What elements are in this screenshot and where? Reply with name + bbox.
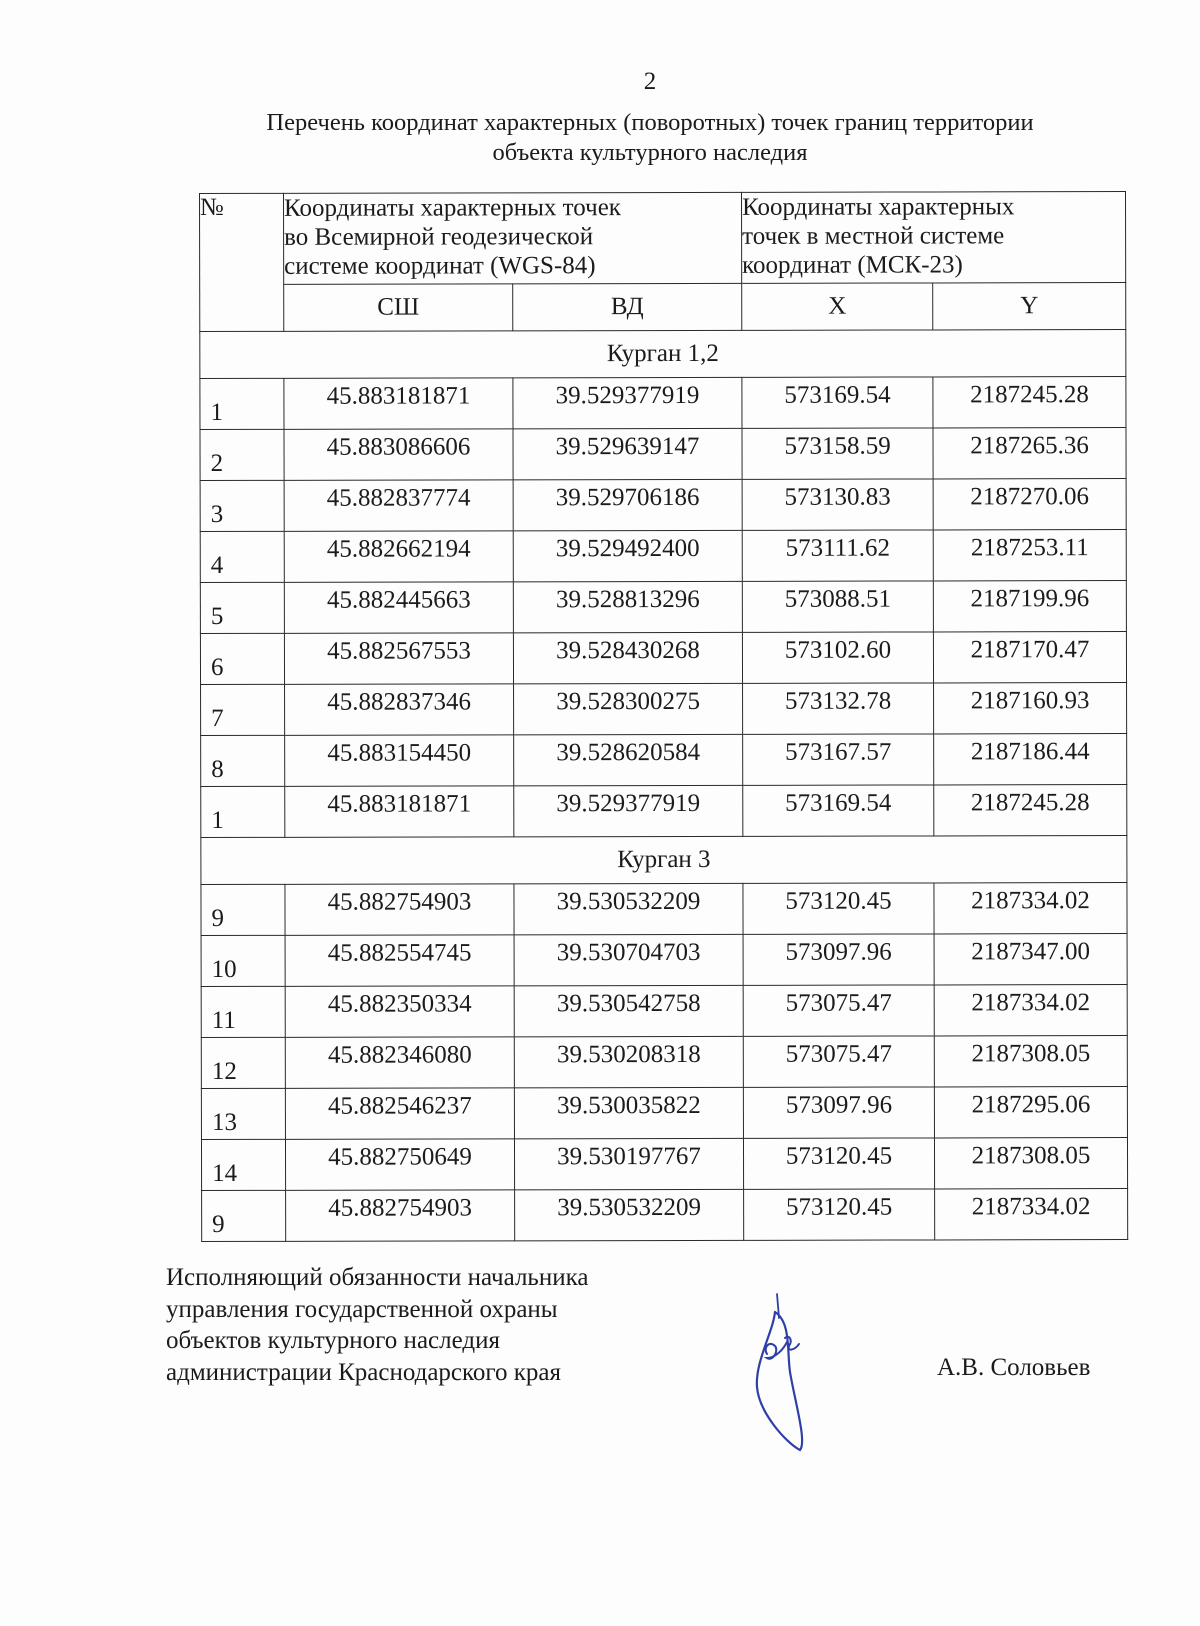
longitude-cell: 39.530704703 xyxy=(514,934,743,985)
longitude-cell: 39.529639147 xyxy=(513,428,742,479)
point-number-cell: 9 xyxy=(201,884,285,935)
x-coordinate-cell: 573075.47 xyxy=(743,1036,934,1087)
table-row xyxy=(200,377,1126,430)
y-coordinate-cell: 2187245.28 xyxy=(933,377,1126,428)
y-coordinate-cell: 2187347.00 xyxy=(934,934,1127,985)
table-row xyxy=(200,428,1126,481)
point-number-cell: 10 xyxy=(201,935,285,986)
latitude-cell: 45.882445663 xyxy=(284,582,513,633)
point-number-cell: 6 xyxy=(200,633,284,684)
point-number-cell: 5 xyxy=(200,582,284,633)
y-coordinate-cell: 2187170.47 xyxy=(933,632,1126,683)
table-row xyxy=(201,683,1127,736)
table-row xyxy=(201,1036,1127,1089)
latitude-cell: 45.882662194 xyxy=(284,531,513,582)
y-coordinate-cell: 2187253.11 xyxy=(933,530,1126,581)
point-number-cell: 11 xyxy=(201,986,285,1037)
x-coordinate-cell: 573130.83 xyxy=(742,479,933,530)
x-coordinate-cell: 573088.51 xyxy=(742,581,933,632)
longitude-cell: 39.528300275 xyxy=(514,683,743,734)
header-wgs84-line: Координаты характерных точек xyxy=(284,194,621,222)
table-row xyxy=(201,785,1127,838)
table-row xyxy=(200,479,1126,532)
point-number-cell: 7 xyxy=(201,684,285,735)
point-number-cell: 8 xyxy=(201,735,285,786)
latitude-cell: 45.882346080 xyxy=(285,1037,514,1088)
header-wgs84-line: системе координат (WGS-84) xyxy=(284,252,596,280)
header-x: X xyxy=(742,283,933,330)
point-number-cell: 14 xyxy=(201,1139,285,1190)
signer-name: А.В. Соловьев xyxy=(937,1354,1091,1381)
point-number-cell: 3 xyxy=(200,480,284,531)
longitude-cell: 39.530035822 xyxy=(514,1087,743,1138)
longitude-cell: 39.530532209 xyxy=(515,1189,744,1240)
table-row xyxy=(201,985,1127,1038)
signatory-position xyxy=(166,1262,588,1388)
latitude-cell: 45.882554745 xyxy=(285,935,514,986)
header-number: № xyxy=(200,193,284,331)
signatory-line: администрации Краснодарского края xyxy=(166,1358,562,1386)
signatory-line: объектов культурного наследия xyxy=(166,1327,500,1354)
header-wgs84-group xyxy=(284,192,742,284)
header-msk23-line: точек в местной системе xyxy=(742,222,1005,250)
document-title xyxy=(150,108,1150,168)
page-number: 2 xyxy=(643,68,657,95)
title-line-2: объекта культурного наследия xyxy=(492,139,808,166)
header-msk23-line: Координаты характерных xyxy=(742,193,1015,221)
table-row xyxy=(200,581,1126,634)
latitude-cell: 45.883086606 xyxy=(284,429,513,480)
table-row xyxy=(201,734,1127,787)
header-wgs84-line: во Всемирной геодезической xyxy=(284,223,594,251)
y-coordinate-cell: 2187265.36 xyxy=(933,428,1126,479)
point-number-cell: 4 xyxy=(200,531,284,582)
longitude-cell: 39.530197767 xyxy=(514,1138,743,1189)
coordinates-table xyxy=(199,191,1128,1242)
x-coordinate-cell: 573167.57 xyxy=(743,734,934,785)
x-coordinate-cell: 573102.60 xyxy=(742,632,933,683)
x-coordinate-cell: 573097.96 xyxy=(743,1087,934,1138)
longitude-cell: 39.529377919 xyxy=(513,377,742,428)
table-row xyxy=(201,934,1127,987)
title-line-1: Перечень координат характерных (поворотных) точек границ территории xyxy=(266,109,1034,136)
y-coordinate-cell: 2187295.06 xyxy=(934,1087,1127,1138)
header-longitude: ВД xyxy=(513,283,742,330)
y-coordinate-cell: 2187160.93 xyxy=(934,683,1127,734)
y-coordinate-cell: 2187334.02 xyxy=(934,985,1127,1036)
latitude-cell: 45.882350334 xyxy=(285,986,514,1037)
latitude-cell: 45.882546237 xyxy=(285,1088,514,1139)
x-coordinate-cell: 573120.45 xyxy=(743,883,934,934)
longitude-cell: 39.529492400 xyxy=(513,530,742,581)
longitude-cell: 39.528430268 xyxy=(513,632,742,683)
point-number-cell: 1 xyxy=(201,786,285,837)
y-coordinate-cell: 2187334.02 xyxy=(934,883,1127,934)
header-msk23-line: координат (МСК-23) xyxy=(742,251,963,279)
x-coordinate-cell: 573075.47 xyxy=(743,985,934,1036)
table-row xyxy=(200,530,1126,583)
section-row xyxy=(200,330,1126,379)
y-coordinate-cell: 2187199.96 xyxy=(933,581,1126,632)
section-title: Курган 1,2 xyxy=(200,330,1126,379)
longitude-cell: 39.528813296 xyxy=(513,581,742,632)
y-coordinate-cell: 2187186.44 xyxy=(934,734,1127,785)
latitude-cell: 45.883154450 xyxy=(285,735,514,786)
header-latitude: СШ xyxy=(284,284,513,331)
table-row xyxy=(201,883,1127,936)
handwritten-signature xyxy=(745,1292,835,1452)
longitude-cell: 39.530532209 xyxy=(514,883,743,934)
y-coordinate-cell: 2187245.28 xyxy=(934,785,1127,836)
longitude-cell: 39.529706186 xyxy=(513,479,742,530)
x-coordinate-cell: 573132.78 xyxy=(743,683,934,734)
x-coordinate-cell: 573097.96 xyxy=(743,934,934,985)
point-number-cell: 9 xyxy=(202,1190,286,1241)
x-coordinate-cell: 573111.62 xyxy=(742,530,933,581)
latitude-cell: 45.882837774 xyxy=(284,480,513,531)
section-row xyxy=(201,836,1127,885)
x-coordinate-cell: 573158.59 xyxy=(742,428,933,479)
latitude-cell: 45.882754903 xyxy=(286,1190,515,1241)
point-number-cell: 12 xyxy=(201,1037,285,1088)
x-coordinate-cell: 573169.54 xyxy=(742,377,933,428)
header-msk23-group xyxy=(742,192,1126,284)
section-title: Курган 3 xyxy=(201,836,1127,885)
table-row xyxy=(201,1087,1127,1140)
latitude-cell: 45.882750649 xyxy=(285,1139,514,1190)
latitude-cell: 45.883181871 xyxy=(285,786,514,837)
signatory-line: управления государственной охраны xyxy=(166,1295,558,1323)
table-body xyxy=(200,330,1128,1242)
point-number-cell: 2 xyxy=(200,429,284,480)
table-row xyxy=(201,1138,1127,1191)
longitude-cell: 39.530542758 xyxy=(514,985,743,1036)
longitude-cell: 39.529377919 xyxy=(514,785,743,836)
longitude-cell: 39.528620584 xyxy=(514,734,743,785)
table-row xyxy=(202,1189,1128,1242)
longitude-cell: 39.530208318 xyxy=(514,1036,743,1087)
x-coordinate-cell: 573120.45 xyxy=(743,1138,934,1189)
x-coordinate-cell: 573120.45 xyxy=(744,1189,935,1240)
y-coordinate-cell: 2187308.05 xyxy=(934,1138,1127,1189)
latitude-cell: 45.882567553 xyxy=(284,633,513,684)
latitude-cell: 45.883181871 xyxy=(284,378,513,429)
y-coordinate-cell: 2187308.05 xyxy=(934,1036,1127,1087)
latitude-cell: 45.882837346 xyxy=(285,684,514,735)
y-coordinate-cell: 2187270.06 xyxy=(933,479,1126,530)
y-coordinate-cell: 2187334.02 xyxy=(935,1189,1128,1240)
point-number-cell: 13 xyxy=(201,1088,285,1139)
point-number-cell: 1 xyxy=(200,378,284,429)
signatory-line: Исполняющий обязанности начальника xyxy=(166,1264,589,1291)
x-coordinate-cell: 573169.54 xyxy=(743,785,934,836)
header-y: Y xyxy=(933,283,1126,330)
latitude-cell: 45.882754903 xyxy=(285,884,514,935)
table-row xyxy=(200,632,1126,685)
